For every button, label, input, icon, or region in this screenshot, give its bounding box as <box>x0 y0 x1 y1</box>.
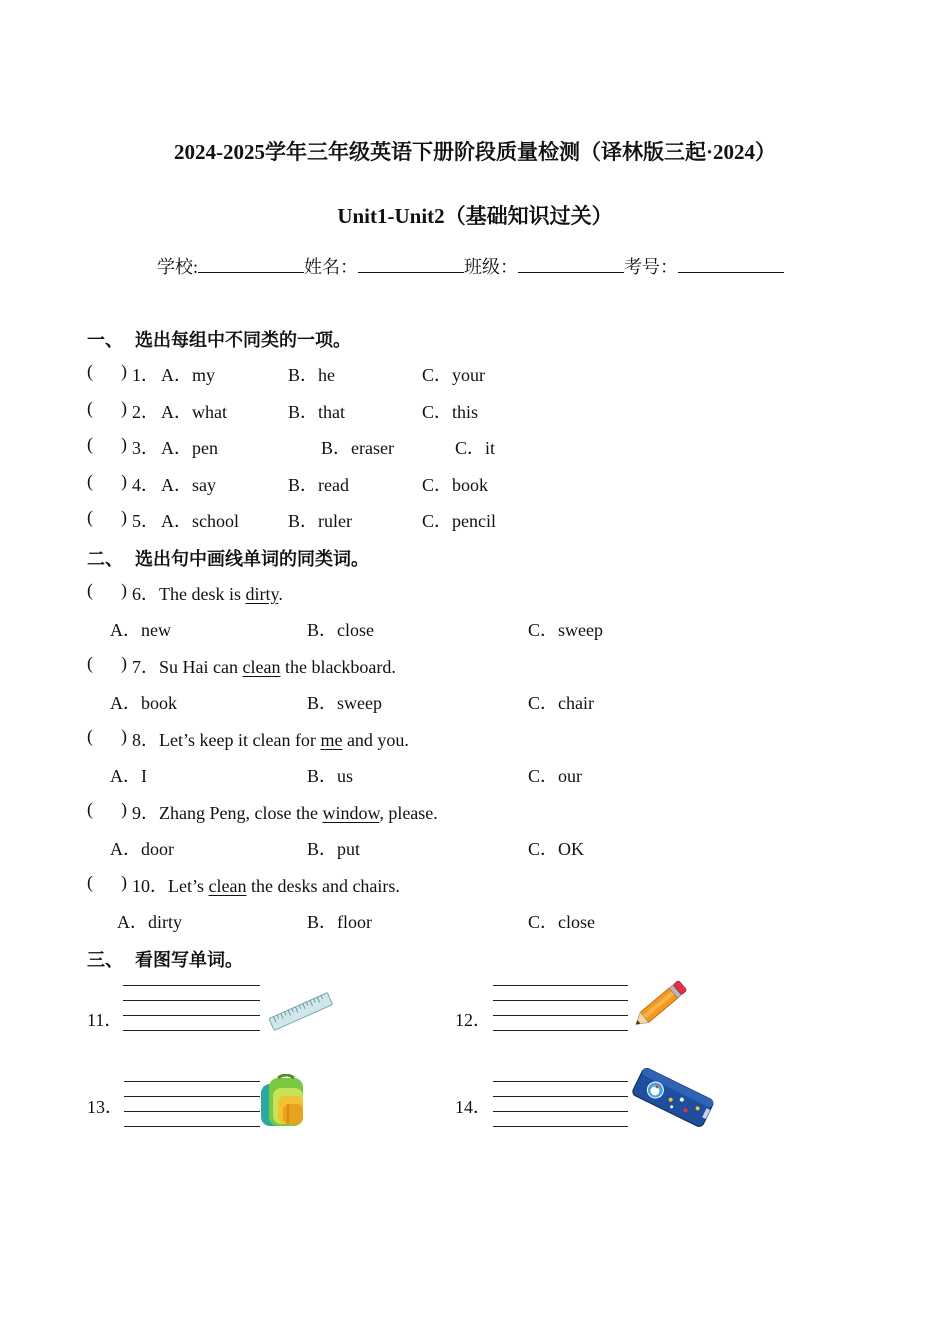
option-c: C．OK <box>528 839 585 859</box>
exam-no-label: 考号： <box>624 257 679 277</box>
option-a: A．school <box>161 511 239 531</box>
question-number: 1． <box>132 365 159 385</box>
answer-paren-open[interactable]: ( <box>87 507 93 527</box>
sentence-text: Let’s <box>168 876 209 896</box>
underlined-word: me <box>320 730 343 750</box>
pencil-case-icon <box>628 1064 716 1130</box>
option-c: C．your <box>422 365 485 385</box>
underlined-word: dirty <box>245 584 279 604</box>
answer-paren-open[interactable]: ( <box>87 653 93 673</box>
writing-line[interactable] <box>493 1111 628 1112</box>
writing-line[interactable] <box>123 985 260 986</box>
option-c: C．pencil <box>422 511 496 531</box>
question-number: 7． <box>132 657 159 677</box>
section-1-heading <box>87 326 351 352</box>
pencil-icon <box>628 977 692 1033</box>
option-b: B．he <box>288 365 335 385</box>
writing-line[interactable] <box>493 1030 628 1031</box>
section-3-title: 看图写单词。 <box>135 950 243 971</box>
option-b: B．read <box>288 475 349 495</box>
writing-line[interactable] <box>124 1081 260 1082</box>
option-c: C．book <box>422 475 489 495</box>
option-b: B．close <box>307 620 374 640</box>
class-label: 班级： <box>464 257 519 277</box>
sentence-text: , please. <box>379 803 438 823</box>
question-number: 5． <box>132 511 159 531</box>
option-b: B．sweep <box>307 693 382 713</box>
sentence-text: Zhang Peng, close the <box>159 803 323 823</box>
answer-paren-open[interactable]: ( <box>87 434 93 454</box>
option-b: B．us <box>307 766 354 786</box>
answer-paren-open[interactable]: ( <box>87 872 93 892</box>
option-c: C．sweep <box>528 620 603 640</box>
writing-line[interactable] <box>123 1000 260 1001</box>
name-blank[interactable] <box>358 256 464 273</box>
writing-line[interactable] <box>124 1126 260 1127</box>
writing-line[interactable] <box>493 1015 628 1016</box>
sentence-text: . <box>278 584 283 604</box>
option-b: B．eraser <box>321 438 394 458</box>
option-b: B．put <box>307 839 361 859</box>
question-sentence <box>132 726 409 752</box>
section-1-title: 选出每组中不同类的一项。 <box>135 330 351 351</box>
answer-paren-open[interactable]: ( <box>87 398 93 418</box>
option-a: A．new <box>110 620 171 640</box>
answer-paren-close: ) <box>121 398 127 418</box>
underlined-word: window <box>322 803 380 823</box>
item-14-number: 14． <box>455 1097 491 1117</box>
exam-no-blank[interactable] <box>678 256 784 273</box>
sentence-text: The desk is <box>159 584 246 604</box>
option-a: A．I <box>110 766 147 786</box>
option-b: B．ruler <box>288 511 352 531</box>
option-a: A．dirty <box>117 912 182 932</box>
answer-paren-close: ) <box>121 471 127 491</box>
answer-paren-close: ) <box>121 799 127 819</box>
schoolbag-icon <box>258 1074 308 1130</box>
writing-line[interactable] <box>493 1096 628 1097</box>
answer-paren-close: ) <box>121 361 127 381</box>
option-c: C．it <box>455 438 496 458</box>
option-c: C．our <box>528 766 582 786</box>
section-1-number: 一、 <box>87 330 123 351</box>
sentence-text: the desks and chairs. <box>246 876 400 896</box>
question-number: 8． <box>132 730 159 750</box>
option-a: A．my <box>161 365 215 385</box>
question-number: 10． <box>132 876 168 896</box>
page-title: 2024-2025学年三年级英语下册阶段质量检测（译林版三起·2024） <box>174 140 776 164</box>
answer-paren-open[interactable]: ( <box>87 580 93 600</box>
section-3-heading <box>87 946 243 972</box>
question-number: 9． <box>132 803 159 823</box>
option-c: C．this <box>422 402 479 422</box>
sentence-text: the blackboard. <box>280 657 396 677</box>
student-info-line <box>157 253 784 279</box>
answer-paren-open[interactable]: ( <box>87 726 93 746</box>
option-a: A．what <box>161 402 227 422</box>
option-c: C．close <box>528 912 595 932</box>
question-sentence <box>132 580 283 606</box>
option-a: A．say <box>161 475 216 495</box>
answer-paren-close: ) <box>121 507 127 527</box>
question-sentence <box>132 799 438 825</box>
sentence-text: and you. <box>342 730 409 750</box>
item-13-number: 13． <box>87 1097 123 1117</box>
option-c: C．chair <box>528 693 594 713</box>
writing-line[interactable] <box>493 1081 628 1082</box>
option-b: B．floor <box>307 912 372 932</box>
writing-line[interactable] <box>124 1111 260 1112</box>
underlined-word: clean <box>208 876 247 896</box>
section-2-heading <box>87 545 369 571</box>
writing-line[interactable] <box>124 1096 260 1097</box>
answer-paren-close: ) <box>121 434 127 454</box>
question-sentence <box>132 872 400 898</box>
answer-paren-open[interactable]: ( <box>87 361 93 381</box>
answer-paren-close: ) <box>121 726 127 746</box>
item-11-number: 11． <box>87 1010 123 1030</box>
underlined-word: clean <box>242 657 281 677</box>
answer-paren-close: ) <box>121 580 127 600</box>
question-number: 4． <box>132 475 159 495</box>
page-subtitle: Unit1-Unit2（基础知识过关） <box>337 204 613 228</box>
question-number: 6． <box>132 584 159 604</box>
sentence-text: Let’s keep it clean for <box>159 730 321 750</box>
writing-line[interactable] <box>493 985 628 986</box>
school-label: 学校: <box>157 257 199 277</box>
question-sentence <box>132 653 396 679</box>
sentence-text: Su Hai can <box>159 657 243 677</box>
question-number: 3． <box>132 438 159 458</box>
answer-paren-close: ) <box>121 872 127 892</box>
section-2-title: 选出句中画线单词的同类词。 <box>135 549 369 570</box>
option-b: B．that <box>288 402 345 422</box>
writing-line[interactable] <box>123 1030 260 1031</box>
ruler-icon <box>266 990 336 1034</box>
class-blank[interactable] <box>518 256 624 273</box>
writing-line[interactable] <box>123 1015 260 1016</box>
option-a: A．book <box>110 693 177 713</box>
section-2-number: 二、 <box>87 549 123 570</box>
item-12-number: 12． <box>455 1010 491 1030</box>
section-3-number: 三、 <box>87 950 123 971</box>
question-number: 2． <box>132 402 159 422</box>
writing-line[interactable] <box>493 1000 628 1001</box>
writing-line[interactable] <box>493 1126 628 1127</box>
option-a: A．pen <box>161 438 218 458</box>
name-label: 姓名： <box>304 257 359 277</box>
school-blank[interactable] <box>198 256 304 273</box>
answer-paren-open[interactable]: ( <box>87 471 93 491</box>
answer-paren-close: ) <box>121 653 127 673</box>
answer-paren-open[interactable]: ( <box>87 799 93 819</box>
option-a: A．door <box>110 839 174 859</box>
